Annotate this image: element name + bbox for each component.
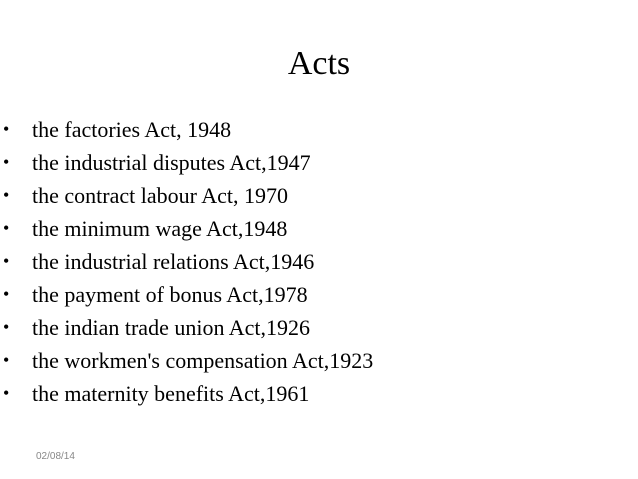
- list-item-text: the maternity benefits Act,1961: [32, 381, 310, 406]
- bullet-icon: •: [3, 350, 10, 370]
- list-item-text: the contract labour Act, 1970: [32, 183, 288, 208]
- bullet-icon: •: [3, 317, 10, 337]
- bullet-icon: •: [3, 152, 10, 172]
- bullet-icon: •: [3, 284, 10, 304]
- list-item-text: the payment of bonus Act,1978: [32, 282, 308, 307]
- list-item-text: the factories Act, 1948: [32, 117, 232, 142]
- bullet-icon: •: [3, 251, 10, 271]
- list-item-text: the industrial disputes Act,1947: [32, 150, 311, 175]
- bullet-icon: •: [3, 383, 10, 403]
- slide-title: Acts: [287, 45, 351, 82]
- bullet-icon: •: [3, 185, 10, 205]
- list-item-text: the minimum wage Act,1948: [32, 216, 288, 241]
- list-item-text: the workmen's compensation Act,1923: [32, 348, 374, 373]
- bullet-icon: •: [3, 119, 10, 139]
- slide-date: 02/08/14: [36, 451, 75, 462]
- list-item-text: the industrial relations Act,1946: [32, 249, 315, 274]
- list-item-text: the indian trade union Act,1926: [32, 315, 310, 340]
- bullet-icon: •: [3, 218, 10, 238]
